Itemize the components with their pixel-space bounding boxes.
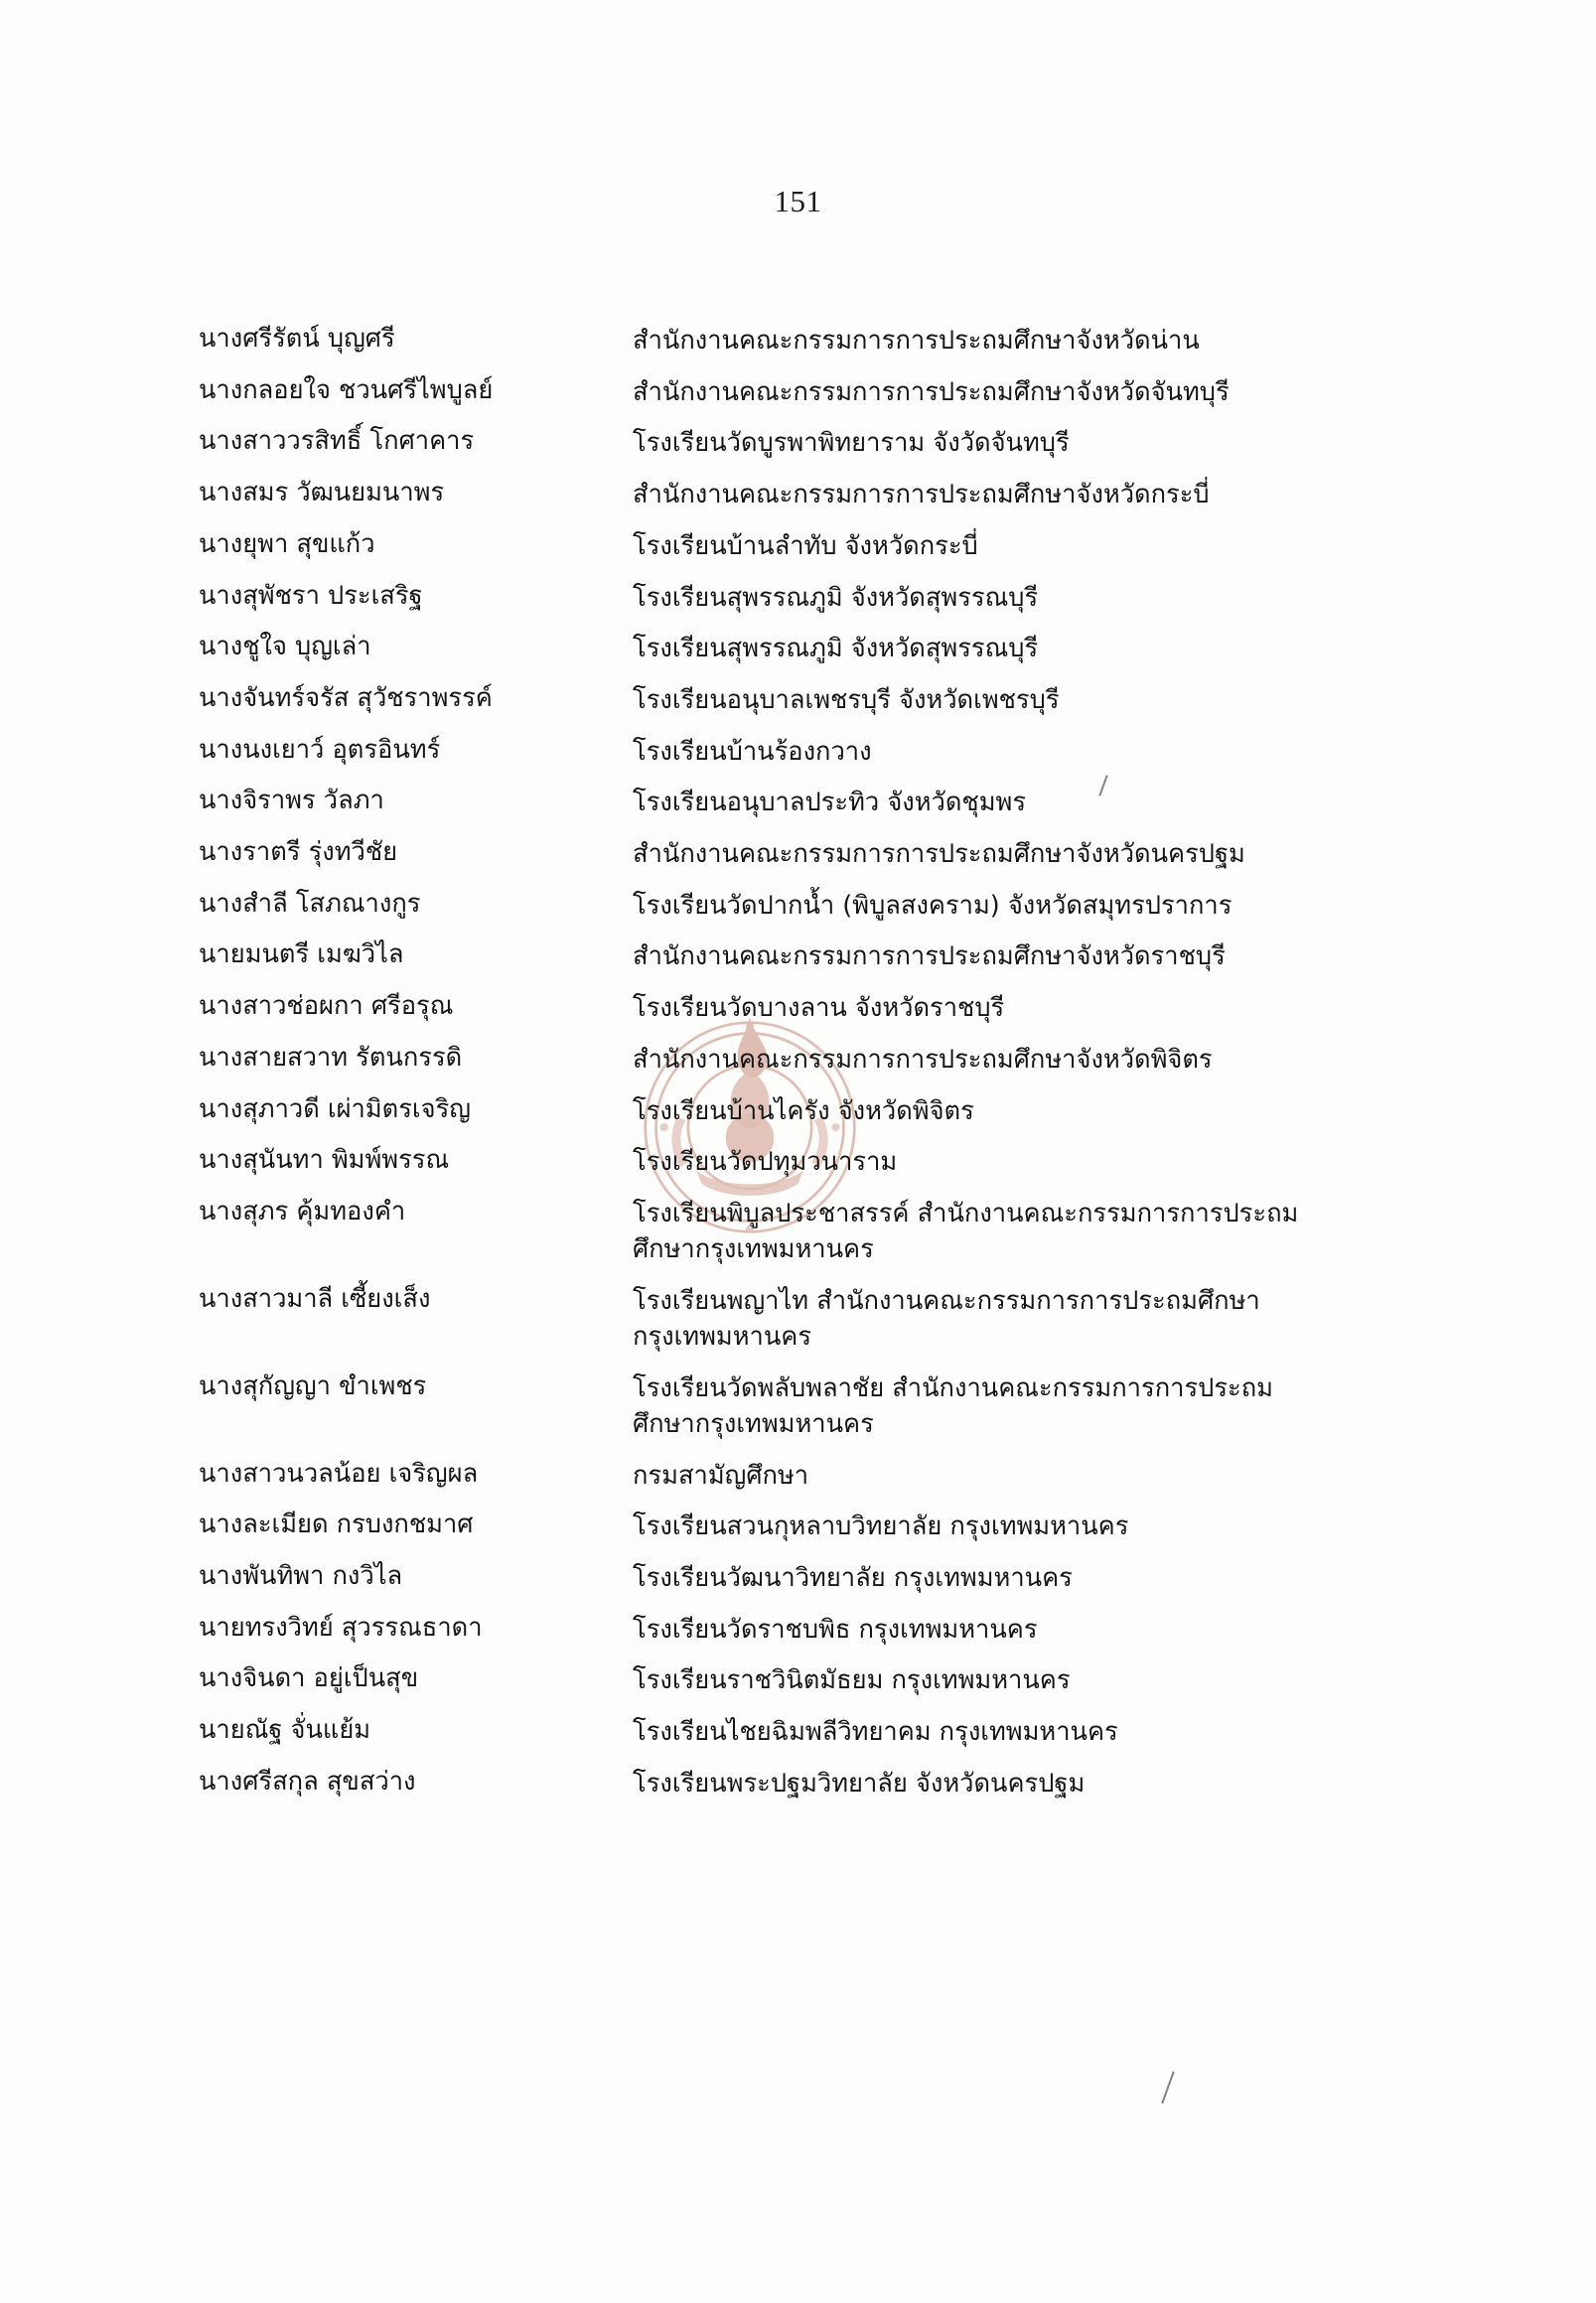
organization-name — [633, 1662, 1410, 1698]
organization-name — [633, 1283, 1410, 1355]
organization-line-1: โรงเรียนอนุบาลเพชรบุรี จังหวัดเพชรบุรี — [633, 684, 1060, 715]
organization-line-1: โรงเรียนสุพรรณภูมิ จังหวัดสุพรรณบุรี — [633, 634, 1039, 664]
person-name: นางสุพัชรา ประเสริฐ — [199, 580, 423, 611]
person-name: นางสาววรสิทธิ์ โกศาคาร — [199, 426, 475, 457]
list-item — [199, 425, 1410, 461]
page-number: 151 — [774, 184, 822, 218]
list-item — [199, 1144, 1410, 1180]
organization-name — [633, 682, 1410, 718]
person-name: นางกลอยใจ ชวนศรีไพบูลย์ — [199, 374, 494, 405]
person-name: นายมนตรี เมฆวิไล — [199, 939, 404, 970]
list-item — [199, 631, 1410, 666]
list-item — [199, 785, 1410, 820]
list-item — [199, 1042, 1410, 1078]
person-name: นายทรงวิทย์ สุวรรณธาดา — [199, 1612, 483, 1643]
person-name: นางสุภร คุ้มทองคำ — [199, 1196, 406, 1226]
list-item — [199, 1766, 1410, 1801]
name-organization-list — [199, 323, 1410, 1817]
person-name: นางสุกัญญา ขำเพชร — [199, 1370, 427, 1401]
pen-stray-mark — [1161, 2072, 1175, 2104]
list-item — [199, 1283, 1410, 1355]
organization-name — [633, 888, 1410, 924]
organization-line-1: โรงเรียนสวนกุหลาบวิทยาลัย กรุงเทพมหานคร — [633, 1511, 1129, 1542]
organization-name — [633, 785, 1410, 820]
organization-line-1: สำนักงานคณะกรรมการการประถมศึกษาจังหวัดราชบุรี — [633, 941, 1226, 972]
person-name: นางศรีสกุล สุขสว่าง — [199, 1766, 416, 1797]
organization-line-1: โรงเรียนวัดปากน้ำ (พิบูลสงคราม) จังหวัดสมุทรปราการ — [633, 890, 1233, 921]
organization-name — [633, 528, 1410, 564]
organization-line-2: กรุงเทพมหานคร — [633, 1322, 812, 1353]
person-name: นางสุนันทา พิมพ์พรรณ — [199, 1145, 450, 1176]
list-item — [199, 477, 1410, 512]
organization-name — [633, 425, 1410, 461]
list-item — [199, 836, 1410, 872]
organization-name — [633, 990, 1410, 1026]
organization-name — [633, 938, 1410, 974]
person-name: นางสาวมาลี เซี้ยงเส็ง — [199, 1283, 431, 1314]
organization-line-1: โรงเรียนราชวินิตมัธยม กรุงเทพมหานคร — [633, 1665, 1071, 1696]
organization-line-1: โรงเรียนพระปฐมวิทยาลัย จังหวัดนครปฐม — [633, 1768, 1086, 1799]
organization-name — [633, 836, 1410, 872]
organization-line-1: โรงเรียนพิบูลประชาสรรค์ สำนักงานคณะกรรมการการประถม — [633, 1198, 1299, 1228]
person-name: นายณัฐ จั่นแย้ม — [199, 1715, 371, 1746]
organization-name — [633, 477, 1410, 512]
list-item — [199, 1714, 1410, 1750]
organization-line-1: สำนักงานคณะกรรมการการประถมศึกษาจังหวัดพิจิตร — [633, 1044, 1213, 1075]
list-item — [199, 1370, 1410, 1442]
organization-name — [633, 1093, 1410, 1129]
person-name: นางจันทร์จรัส สุวัชราพรรค์ — [199, 682, 493, 713]
person-name: นางจิราพร วัลภา — [199, 786, 384, 816]
organization-line-1: โรงเรียนวัฒนาวิทยาลัย กรุงเทพมหานคร — [633, 1563, 1073, 1594]
organization-name — [633, 1458, 1410, 1494]
person-name: นางสุภาวดี เผ่ามิตรเจริญ — [199, 1093, 472, 1124]
person-name: นางสำลี โสภณางกูร — [199, 888, 421, 919]
organization-name — [633, 734, 1410, 770]
list-item — [199, 734, 1410, 770]
person-name: นางจินดา อยู่เป็นสุข — [199, 1663, 419, 1694]
organization-line-1: สำนักงานคณะกรรมการการประถมศึกษาจังหวัดจันทบุรี — [633, 376, 1230, 407]
organization-line-1: สำนักงานคณะกรรมการการประถมศึกษาจังหวัดกระบี่ — [633, 480, 1210, 510]
list-item — [199, 1093, 1410, 1129]
organization-line-1: โรงเรียนอนุบาลประทิว จังหวัดชุมพร — [633, 788, 1027, 818]
organization-name — [633, 1370, 1410, 1442]
organization-line-1: โรงเรียนบ้านร้องกวาง — [633, 736, 872, 767]
list-item — [199, 580, 1410, 616]
organization-line-1: โรงเรียนไชยฉิมพลีวิทยาคม กรุงเทพมหานคร — [633, 1717, 1118, 1748]
organization-name — [633, 1144, 1410, 1180]
organization-line-1: โรงเรียนวัดพลับพลาชัย สำนักงานคณะกรรมการการประถม — [633, 1372, 1273, 1403]
organization-name — [633, 1042, 1410, 1078]
person-name: นางนงเยาว์ อุตรอินทร์ — [199, 734, 441, 765]
organization-name — [633, 631, 1410, 666]
organization-name — [633, 323, 1410, 359]
organization-name — [633, 1560, 1410, 1596]
organization-name — [633, 1196, 1410, 1267]
organization-name — [633, 1766, 1410, 1801]
organization-line-1: กรมสามัญศึกษา — [633, 1460, 809, 1491]
list-item — [199, 374, 1410, 410]
list-item — [199, 1560, 1410, 1596]
person-name: นางยุพา สุขแก้ว — [199, 528, 375, 559]
list-item — [199, 1458, 1410, 1494]
list-item — [199, 682, 1410, 718]
person-name: นางสายสวาท รัตนกรรดิ — [199, 1042, 463, 1073]
organization-line-1: โรงเรียนวัดราชบพิธ กรุงเทพมหานคร — [633, 1614, 1038, 1645]
list-item — [199, 990, 1410, 1026]
person-name: นางราตรี รุ่งทวีชัย — [199, 837, 398, 868]
person-name: นางชูใจ บุญเล่า — [199, 632, 371, 662]
organization-name — [633, 580, 1410, 616]
organization-line-1: โรงเรียนวัดบางลาน จังหวัดราชบุรี — [633, 993, 1005, 1024]
organization-line-1: สำนักงานคณะกรรมการการประถมศึกษาจังหวัดน่าน — [633, 326, 1200, 356]
person-name: นางสาวนวลน้อย เจริญผล — [199, 1458, 479, 1489]
list-item — [199, 1509, 1410, 1544]
person-name: นางสมร วัฒนยมนาพร — [199, 478, 445, 508]
organization-line-2: ศึกษากรุงเทพมหานคร — [633, 1234, 874, 1265]
person-name: นางศรีรัตน์ บุญศรี — [199, 324, 395, 354]
organization-name — [633, 1612, 1410, 1648]
organization-line-1: โรงเรียนสุพรรณภูมิ จังหวัดสุพรรณบุรี — [633, 582, 1039, 613]
person-name: นางสาวช่อผกา ศรีอรุณ — [199, 991, 454, 1022]
list-item — [199, 1612, 1410, 1648]
organization-line-1: โรงเรียนวัดบูรพาพิทยาราม จังวัดจันทบุรี — [633, 428, 1070, 459]
organization-line-1: โรงเรียนวัดปทุมวนาราม — [633, 1147, 898, 1178]
list-item — [199, 888, 1410, 924]
person-name: นางละเมียด กรบงกชมาศ — [199, 1510, 474, 1540]
organization-name — [633, 374, 1410, 410]
list-item — [199, 938, 1410, 974]
list-item — [199, 1196, 1410, 1267]
organization-line-1: โรงเรียนพญาไท สำนักงานคณะกรรมการการประถมศึกษา — [633, 1285, 1260, 1316]
person-name: นางพันทิพา กงวิไล — [199, 1561, 403, 1592]
list-item — [199, 323, 1410, 359]
organization-name — [633, 1509, 1410, 1544]
organization-line-1: โรงเรียนบ้านไครัง จังหวัดพิจิตร — [633, 1095, 974, 1126]
list-item — [199, 528, 1410, 564]
list-item — [199, 1662, 1410, 1698]
organization-line-1: สำนักงานคณะกรรมการการประถมศึกษาจังหวัดนครปฐม — [633, 839, 1245, 870]
organization-name — [633, 1714, 1410, 1750]
organization-line-2: ศึกษากรุงเทพมหานคร — [633, 1408, 874, 1439]
organization-line-1: โรงเรียนบ้านลำทับ จังหวัดกระบี่ — [633, 530, 978, 561]
